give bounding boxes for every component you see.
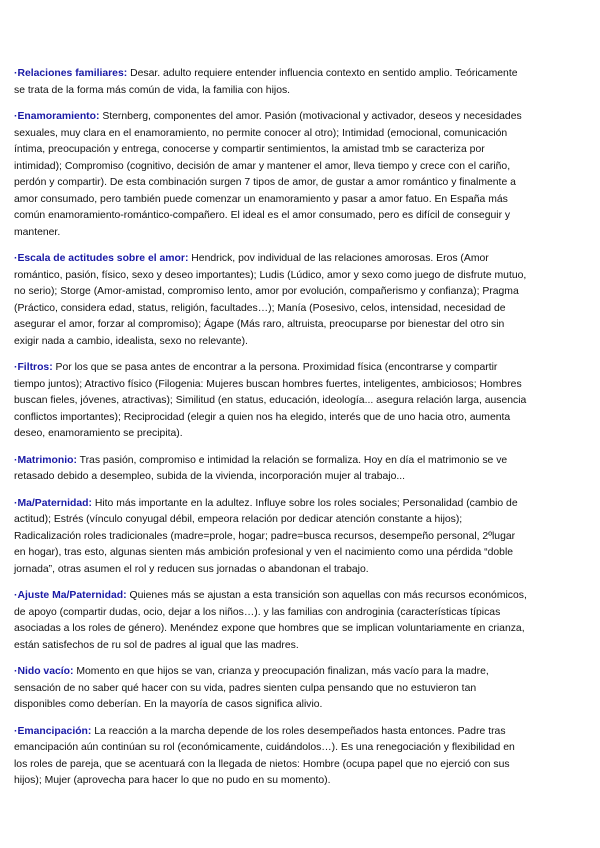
section-heading: ·Enamoramiento: (14, 111, 100, 122)
section-text: Hito más importante en la adultez. Influye sobre los roles sociales; Personalidad (cambio de actitud); Estrés (vínculo conyugal débil, empeora relación por dedicar atención constante a hijos); Radicalización roles tradicionales (madre=prole, hogar; padre=busca recursos, desempeño personal, 2ºlugar en hogar), tras esto, algunas sienten más ambición profesional y ven el nacimiento como una pérdida “doble jornada”, otras asumen el rol y reducen sus jornadas o abandonan el trabajo. (14, 497, 518, 575)
document-body (14, 66, 528, 800)
section-heading: ·Matrimonio: (14, 454, 77, 466)
section-nido-vacio (14, 664, 528, 714)
section-heading: ·Escala de actitudes sobre el amor: (14, 253, 189, 264)
section-heading: ·Nido vacío: (14, 666, 74, 677)
section-heading: ·Ma/Paternidad: (14, 497, 92, 509)
section-relaciones-familiares (14, 66, 528, 99)
section-ajuste-maternidad (14, 588, 528, 654)
section-heading: ·Filtros: (14, 362, 53, 373)
section-escala-actitudes (14, 251, 528, 350)
section-text: Desar. adulto requiere entender influencia contexto en sentido amplio. Teóricamente se trata de la forma más común de vida, la familia con hijos. (14, 68, 518, 96)
section-text: La reacción a la marcha depende de los roles desempeñados hasta entonces. Padre tras emancipación aún continúan su rol (económicamente, cuidándolos…). Es una renegociación y flexibilidad en los roles de pareja, que se acentuará con la llegada de nietos: Hombre (ocupa papel que no ejerció con sus hijos); Mujer (aprovecha para hacer lo que no pudo en su momento). (14, 725, 515, 786)
section-maternidad-paternidad (14, 496, 528, 579)
section-text: Por los que se pasa antes de encontrar a la persona. Proximidad física (encontrarse y compartir tiempo juntos); Atractivo físico (Filogenia: Mujeres buscan hombres fuertes, inteligentes, ambiciosos; Hombres buscan fieles, jóvenes, atractivas); Similitud (en status, educación, ideología... asegura relación larga, ausencia conflictos importantes); Reciprocidad (elegir a quien nos ha elegido, interés que de uno hacia otro, aumenta deseo, enamoramiento se precipita). (14, 362, 527, 439)
section-heading: ·Ajuste Ma/Paternidad: (14, 590, 127, 601)
section-enamoramiento (14, 109, 528, 241)
section-text: Quienes más se ajustan a esta transición son aquellas con más recursos económicos, de apoyo (compartir dudas, ocio, dejar a los niños…). y las familias con androginia (características típicas asociadas a los roles de género). Menéndez expone que hombres que se implican voluntariamente en crianza, están satisfechos de ru sol de padres al igual que las madres. (14, 590, 527, 651)
section-heading: ·Relaciones familiares: (14, 68, 128, 79)
section-text: Hendrick, pov individual de las relaciones amorosas. Eros (Amor romántico, pasión, físico, sexo y deseo importantes); Ludis (Lúdico, amor y sexo como juego de disfrute mutuo, no serio); Storge (Amor-amistad, compromiso lento, amor por evolución, compañerismo y confianza); Pragma (Práctico, considera edad, status, religión, facultades…); Manía (Posesivo, celos, intensidad, necesidad de asegurar el amor, forzar al compromiso); Ágape (Más raro, altruista, preocuparse por bienestar del otro sin exigir nada a cambio, idealista, sexo no relevante). (14, 253, 527, 347)
section-matrimonio (14, 453, 528, 486)
section-text: Momento en que hijos se van, crianza y preocupación finalizan, más vacío para la madre, sensación de no saber qué hacer con su vida, padres sienten culpa pensando que no estuvieron tan disponibles como deberían. En la mayoría de casos significa alivio. (14, 666, 489, 710)
section-text: Tras pasión, compromiso e intimidad la relación se formaliza. Hoy en día el matrimonio se ve retasado debido a desempleo, subida de la vivienda, incorporación mujer al trabajo... (14, 454, 508, 482)
section-text: Sternberg, componentes del amor. Pasión (motivacional y activador, deseos y necesidades sexuales, muy clara en el enamoramiento, no permite conocer al otro); Intimidad (emocional, comunicación íntima, preocupación y entrega, conocerse y compartir sentimientos, la amistad tmb se caracteriza por intimidad); Compromiso (cognitivo, decisión de amar y mantener el amor, lleva tiempo y crece con el cariño, perdón y compartir). De esta combinación surgen 7 tipos de amor, de gustar a amor romántico y finalmente a amor consumado, pero también puede comenzar un enamoramiento y pasar a amor fatuo. En España más común enamoramiento-romántico-compañero. El ideal es el amor consumado, pero es difícil de conseguir y mantener. (14, 111, 522, 238)
section-filtros (14, 360, 528, 443)
section-heading: ·Emancipación: (14, 725, 92, 737)
section-emancipacion (14, 724, 528, 790)
